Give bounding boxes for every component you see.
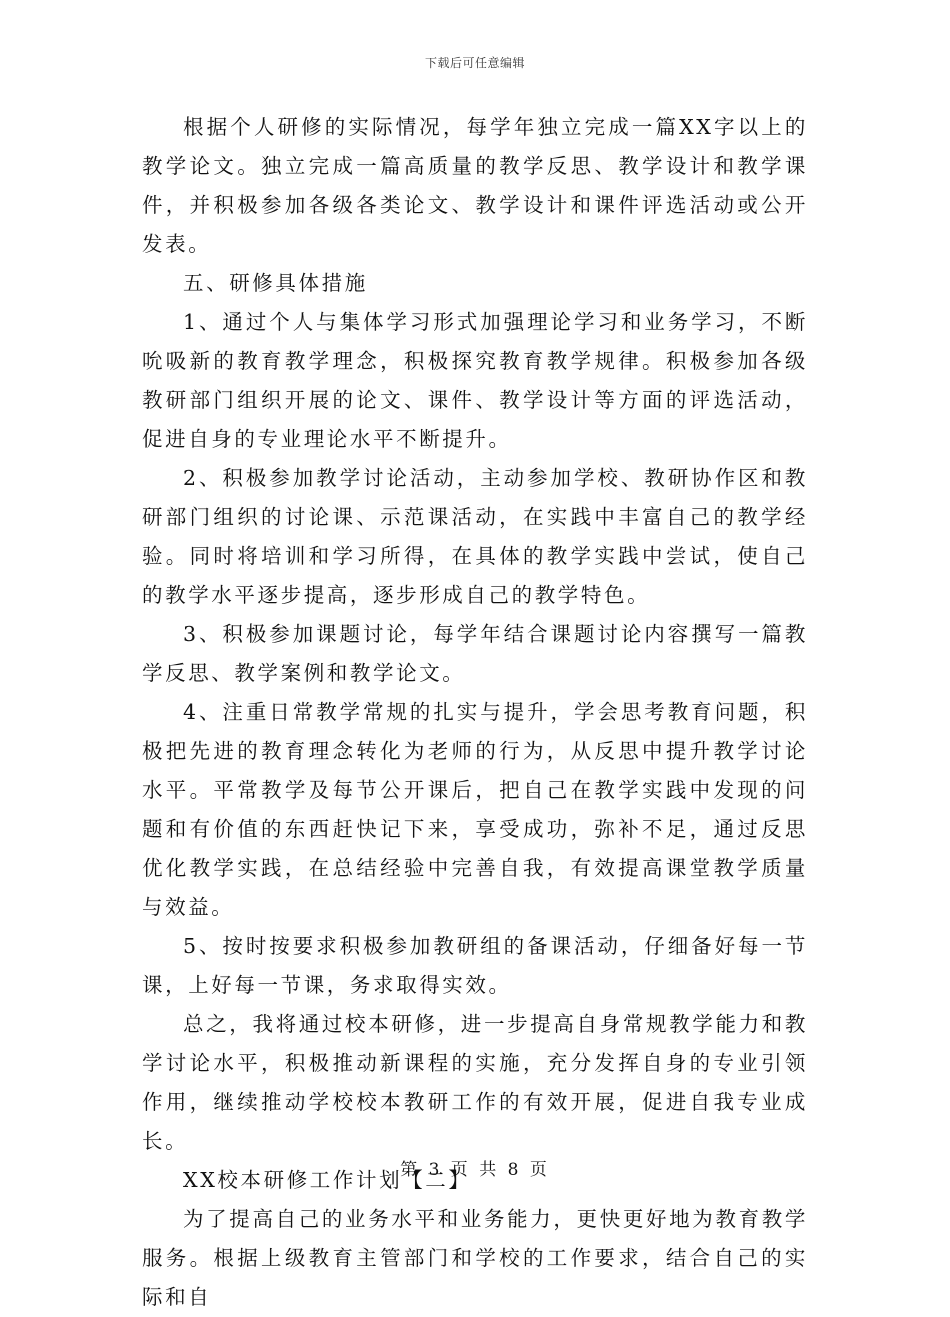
paragraph-plan-two-intro: 为了提高自己的业务水平和业务能力，更快更好地为教育教学服务。根据上级教育主管部门和学校的工作要求，结合自己的实际和自 <box>142 1207 808 1309</box>
paragraph-measure-5: 5、按时按要求积极参加教研组的备课活动，仔细备好每一节课，上好每一节课，务求取得实效。 <box>142 934 808 997</box>
paragraph-measure-4: 4、注重日常教学常规的扎实与提升，学会思考教育问题，积极把先进的教育理念转化为老师的行为，从反思中提升教学讨论水平。平常教学及每节公开课后，把自己在教学实践中发现的问题和有价值的东西赶快记下来，享受成功，弥补不足，通过反思优化教学实践，在总结经验中完善自我，有效提高课堂教学质量与效益。 <box>142 700 808 919</box>
page-header-note: 下载后可任意编辑 <box>424 56 525 70</box>
paragraph-measure-2: 2、积极参加教学讨论活动，主动参加学校、教研协作区和教研部门组织的讨论课、示范课活动，在实践中丰富自己的教学经验。同时将培训和学习所得，在具体的教学实践中尝试，使自己的教学水平逐步提高，逐步形成自己的教学特色。 <box>142 466 808 607</box>
section-heading-measures: 五、研修具体措施 <box>183 271 368 295</box>
paragraph-measure-3: 3、积极参加课题讨论，每学年结合课题讨论内容撰写一篇教学反思、教学案例和教学论文。 <box>142 622 808 685</box>
paragraph-research-paper-goal: 根据个人研修的实际情况，每学年独立完成一篇XX字以上的教学论文。独立完成一篇高质量的教学反思、教学设计和教学课件，并积极参加各级各类论文、教学设计和课件评选活动或公开发表。 <box>142 115 808 256</box>
paragraph-summary: 总之，我将通过校本研修，进一步提高自身常规教学能力和教学讨论水平，积极推动新课程的实施，充分发挥自身的专业引领作用，继续推动学校校本教研工作的有效开展，促进自我专业成长。 <box>142 1012 808 1153</box>
section-title-plan-two: XX校本研修工作计划【二】 <box>183 1168 472 1192</box>
paragraph-measure-1: 1、通过个人与集体学习形式加强理论学习和业务学习，不断吮吸新的教育教学理念，积极探究教育教学规律。积极参加各级教研部门组织开展的论文、课件、教学设计等方面的评选活动，促进自身的专业理论水平不断提升。 <box>142 310 808 451</box>
page-number-footer: 第 3 页 共 8 页 <box>400 1160 550 1180</box>
document-body <box>142 108 808 1317</box>
